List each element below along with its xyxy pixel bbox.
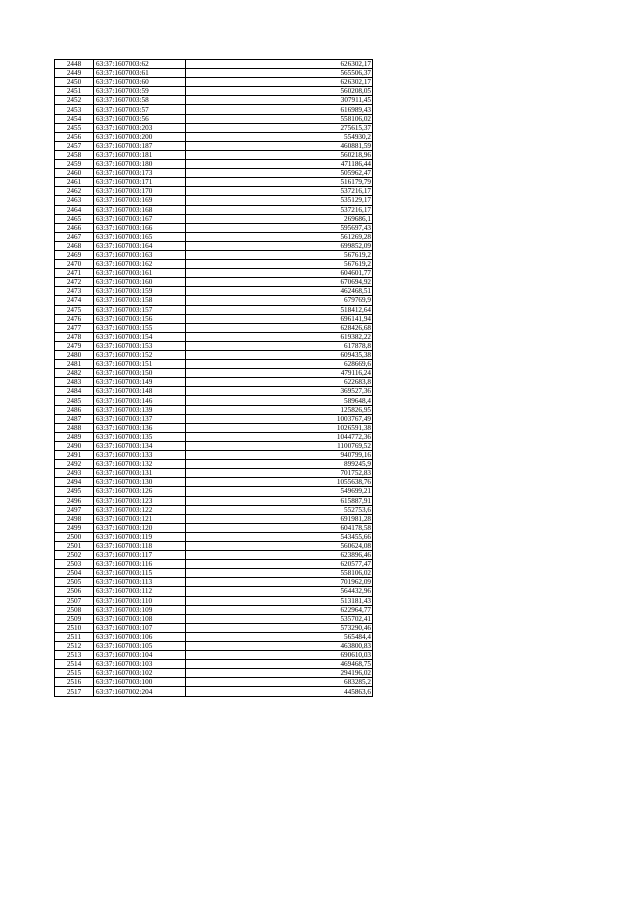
cadastral-value-cell: 899245,9 <box>186 460 373 469</box>
row-number-cell: 2478 <box>55 332 94 341</box>
cadastral-value-cell: 269686,1 <box>186 214 373 223</box>
table-row <box>55 369 373 378</box>
table-row <box>55 623 373 632</box>
row-number-cell: 2454 <box>55 114 94 123</box>
table-row <box>55 596 373 605</box>
cadastral-value-cell: 1044772,36 <box>186 432 373 441</box>
table-row <box>55 214 373 223</box>
cadastral-value-cell: 560218,96 <box>186 150 373 159</box>
row-number-cell: 2487 <box>55 414 94 423</box>
table-row <box>55 505 373 514</box>
cadastral-value-cell: 701962,09 <box>186 578 373 587</box>
cadastral-number-cell: 63:37:1607003:59 <box>94 87 186 96</box>
table-row <box>55 141 373 150</box>
cadastral-number-cell: 63:37:1607003:100 <box>94 678 186 687</box>
table-row <box>55 114 373 123</box>
row-number-cell: 2514 <box>55 660 94 669</box>
row-number-cell: 2505 <box>55 578 94 587</box>
cadastral-value-cell: 691981,28 <box>186 514 373 523</box>
cadastral-number-cell: 63:37:1607003:105 <box>94 642 186 651</box>
row-number-cell: 2510 <box>55 623 94 632</box>
cadastral-value-cell: 615887,91 <box>186 496 373 505</box>
row-number-cell: 2471 <box>55 269 94 278</box>
row-number-cell: 2504 <box>55 569 94 578</box>
row-number-cell: 2451 <box>55 87 94 96</box>
cadastral-number-cell: 63:37:1607003:163 <box>94 250 186 259</box>
table-row <box>55 605 373 614</box>
table-row <box>55 632 373 641</box>
cadastral-value-cell: 622964,77 <box>186 605 373 614</box>
table-row <box>55 178 373 187</box>
table-row <box>55 578 373 587</box>
row-number-cell: 2481 <box>55 360 94 369</box>
cadastral-value-cell: 564432,96 <box>186 587 373 596</box>
table-row <box>55 132 373 141</box>
row-number-cell: 2495 <box>55 487 94 496</box>
row-number-cell: 2491 <box>55 451 94 460</box>
cadastral-value-cell: 469468,75 <box>186 660 373 669</box>
table-row <box>55 432 373 441</box>
table-row <box>55 669 373 678</box>
cadastral-number-cell: 63:37:1607003:136 <box>94 423 186 432</box>
row-number-cell: 2455 <box>55 123 94 132</box>
table-row <box>55 105 373 114</box>
row-number-cell: 2449 <box>55 69 94 78</box>
cadastral-number-cell: 63:37:1607003:130 <box>94 478 186 487</box>
cadastral-number-cell: 63:37:1607003:161 <box>94 269 186 278</box>
cadastral-value-cell: 369527,36 <box>186 387 373 396</box>
row-number-cell: 2450 <box>55 78 94 87</box>
row-number-cell: 2472 <box>55 278 94 287</box>
cadastral-value-cell: 479116,24 <box>186 369 373 378</box>
row-number-cell: 2492 <box>55 460 94 469</box>
cadastral-value-cell: 616989,43 <box>186 105 373 114</box>
table-row <box>55 169 373 178</box>
row-number-cell: 2494 <box>55 478 94 487</box>
table-row <box>55 678 373 687</box>
row-number-cell: 2462 <box>55 187 94 196</box>
cadastral-number-cell: 63:37:1607003:160 <box>94 278 186 287</box>
cadastral-value-cell: 626302,17 <box>186 78 373 87</box>
cadastral-number-cell: 63:37:1607002:204 <box>94 687 186 696</box>
cadastral-value-cell: 679769,9 <box>186 296 373 305</box>
cadastral-value-cell: 683285,2 <box>186 678 373 687</box>
cadastral-number-cell: 63:37:1607003:104 <box>94 651 186 660</box>
row-number-cell: 2475 <box>55 305 94 314</box>
cadastral-number-cell: 63:37:1607003:119 <box>94 532 186 541</box>
cadastral-number-cell: 63:37:1607003:103 <box>94 660 186 669</box>
cadastral-number-cell: 63:37:1607003:106 <box>94 632 186 641</box>
cadastral-number-cell: 63:37:1607003:154 <box>94 332 186 341</box>
cadastral-value-cell: 518412,64 <box>186 305 373 314</box>
cadastral-value-cell: 617878,8 <box>186 341 373 350</box>
cadastral-number-cell: 63:37:1607003:203 <box>94 123 186 132</box>
table-row <box>55 287 373 296</box>
table-row <box>55 232 373 241</box>
row-number-cell: 2476 <box>55 314 94 323</box>
cadastral-number-cell: 63:37:1607003:149 <box>94 378 186 387</box>
cadastral-number-cell: 63:37:1607003:56 <box>94 114 186 123</box>
row-number-cell: 2474 <box>55 296 94 305</box>
cadastral-number-cell: 63:37:1607003:166 <box>94 223 186 232</box>
table-row <box>55 387 373 396</box>
cadastral-number-cell: 63:37:1607003:152 <box>94 351 186 360</box>
cadastral-value-table <box>54 59 373 697</box>
row-number-cell: 2461 <box>55 178 94 187</box>
cadastral-value-cell: 690610,03 <box>186 651 373 660</box>
row-number-cell: 2500 <box>55 532 94 541</box>
cadastral-number-cell: 63:37:1607003:158 <box>94 296 186 305</box>
table-row <box>55 160 373 169</box>
cadastral-number-cell: 63:37:1607003:113 <box>94 578 186 587</box>
cadastral-value-cell: 561269,28 <box>186 232 373 241</box>
row-number-cell: 2459 <box>55 160 94 169</box>
row-number-cell: 2458 <box>55 150 94 159</box>
table-row <box>55 569 373 578</box>
table-row <box>55 296 373 305</box>
table-row <box>55 451 373 460</box>
cadastral-value-cell: 537216,17 <box>186 205 373 214</box>
table-row <box>55 642 373 651</box>
row-number-cell: 2512 <box>55 642 94 651</box>
cadastral-value-cell: 1100769,52 <box>186 441 373 450</box>
cadastral-number-cell: 63:37:1607003:148 <box>94 387 186 396</box>
row-number-cell: 2452 <box>55 96 94 105</box>
table-row <box>55 660 373 669</box>
row-number-cell: 2470 <box>55 260 94 269</box>
cadastral-number-cell: 63:37:1607003:58 <box>94 96 186 105</box>
cadastral-number-cell: 63:37:1607003:122 <box>94 505 186 514</box>
table-row <box>55 341 373 350</box>
cadastral-value-cell: 573290,46 <box>186 623 373 632</box>
table-row <box>55 405 373 414</box>
cadastral-number-cell: 63:37:1607003:61 <box>94 69 186 78</box>
cadastral-value-cell: 565506,37 <box>186 69 373 78</box>
row-number-cell: 2456 <box>55 132 94 141</box>
table-row <box>55 396 373 405</box>
table-row <box>55 560 373 569</box>
cadastral-value-cell: 535129,17 <box>186 196 373 205</box>
cadastral-value-cell: 560624,08 <box>186 541 373 550</box>
cadastral-value-cell: 1026591,38 <box>186 423 373 432</box>
cadastral-number-cell: 63:37:1607003:110 <box>94 596 186 605</box>
table-row <box>55 123 373 132</box>
table-row <box>55 487 373 496</box>
row-number-cell: 2490 <box>55 441 94 450</box>
cadastral-value-cell: 460881,59 <box>186 141 373 150</box>
cadastral-number-cell: 63:37:1607003:200 <box>94 132 186 141</box>
row-number-cell: 2509 <box>55 614 94 623</box>
row-number-cell: 2467 <box>55 232 94 241</box>
cadastral-value-cell: 560208,05 <box>186 87 373 96</box>
cadastral-value-cell: 513181,43 <box>186 596 373 605</box>
table-row <box>55 150 373 159</box>
cadastral-number-cell: 63:37:1607003:112 <box>94 587 186 596</box>
table-row <box>55 78 373 87</box>
row-number-cell: 2468 <box>55 241 94 250</box>
cadastral-value-cell: 537216,17 <box>186 187 373 196</box>
table-row <box>55 614 373 623</box>
cadastral-number-cell: 63:37:1607003:181 <box>94 150 186 159</box>
row-number-cell: 2448 <box>55 60 94 69</box>
cadastral-number-cell: 63:37:1607003:171 <box>94 178 186 187</box>
cadastral-number-cell: 63:37:1607003:168 <box>94 205 186 214</box>
cadastral-value-cell: 535702,41 <box>186 614 373 623</box>
cadastral-value-cell: 543455,66 <box>186 532 373 541</box>
table-row <box>55 314 373 323</box>
row-number-cell: 2466 <box>55 223 94 232</box>
cadastral-number-cell: 63:37:1607003:135 <box>94 432 186 441</box>
table-row <box>55 69 373 78</box>
table-row <box>55 87 373 96</box>
table-row <box>55 187 373 196</box>
table-row <box>55 323 373 332</box>
table-row <box>55 523 373 532</box>
row-number-cell: 2508 <box>55 605 94 614</box>
cadastral-number-cell: 63:37:1607003:173 <box>94 169 186 178</box>
row-number-cell: 2480 <box>55 351 94 360</box>
table-row <box>55 305 373 314</box>
row-number-cell: 2507 <box>55 596 94 605</box>
cadastral-number-cell: 63:37:1607003:102 <box>94 669 186 678</box>
table-row <box>55 541 373 550</box>
cadastral-number-cell: 63:37:1607003:150 <box>94 369 186 378</box>
row-number-cell: 2486 <box>55 405 94 414</box>
cadastral-value-cell: 294196,02 <box>186 669 373 678</box>
row-number-cell: 2483 <box>55 378 94 387</box>
cadastral-value-cell: 554930,2 <box>186 132 373 141</box>
cadastral-number-cell: 63:37:1607003:159 <box>94 287 186 296</box>
cadastral-number-cell: 63:37:1607003:60 <box>94 78 186 87</box>
row-number-cell: 2498 <box>55 514 94 523</box>
cadastral-value-cell: 462468,51 <box>186 287 373 296</box>
row-number-cell: 2513 <box>55 651 94 660</box>
table-row <box>55 651 373 660</box>
cadastral-number-cell: 63:37:1607003:165 <box>94 232 186 241</box>
row-number-cell: 2517 <box>55 687 94 696</box>
cadastral-value-cell: 699852,09 <box>186 241 373 250</box>
cadastral-value-cell: 626302,17 <box>186 60 373 69</box>
cadastral-value-cell: 558106,02 <box>186 569 373 578</box>
cadastral-value-cell: 558106,02 <box>186 114 373 123</box>
cadastral-value-cell: 567619,2 <box>186 260 373 269</box>
cadastral-number-cell: 63:37:1607003:107 <box>94 623 186 632</box>
row-number-cell: 2489 <box>55 432 94 441</box>
cadastral-value-cell: 622683,8 <box>186 378 373 387</box>
cadastral-value-cell: 940799,16 <box>186 451 373 460</box>
cadastral-number-cell: 63:37:1607003:118 <box>94 541 186 550</box>
cadastral-value-cell: 589648,4 <box>186 396 373 405</box>
table-row <box>55 351 373 360</box>
cadastral-value-cell: 628426,68 <box>186 323 373 332</box>
row-number-cell: 2496 <box>55 496 94 505</box>
cadastral-value-cell: 701752,83 <box>186 469 373 478</box>
row-number-cell: 2502 <box>55 551 94 560</box>
table-row <box>55 514 373 523</box>
cadastral-value-cell: 696141,94 <box>186 314 373 323</box>
cadastral-number-cell: 63:37:1607003:131 <box>94 469 186 478</box>
table-row <box>55 414 373 423</box>
row-number-cell: 2493 <box>55 469 94 478</box>
cadastral-number-cell: 63:37:1607003:170 <box>94 187 186 196</box>
cadastral-number-cell: 63:37:1607003:120 <box>94 523 186 532</box>
row-number-cell: 2485 <box>55 396 94 405</box>
cadastral-number-cell: 63:37:1607003:137 <box>94 414 186 423</box>
cadastral-value-cell: 552753,6 <box>186 505 373 514</box>
cadastral-number-cell: 63:37:1607003:187 <box>94 141 186 150</box>
table-row <box>55 551 373 560</box>
cadastral-number-cell: 63:37:1607003:153 <box>94 341 186 350</box>
row-number-cell: 2501 <box>55 541 94 550</box>
table-row <box>55 96 373 105</box>
row-number-cell: 2464 <box>55 205 94 214</box>
cadastral-value-cell: 516179,79 <box>186 178 373 187</box>
row-number-cell: 2465 <box>55 214 94 223</box>
row-number-cell: 2516 <box>55 678 94 687</box>
cadastral-number-cell: 63:37:1607003:156 <box>94 314 186 323</box>
table-row <box>55 360 373 369</box>
table-row <box>55 378 373 387</box>
cadastral-value-cell: 609435,38 <box>186 351 373 360</box>
table-row <box>55 441 373 450</box>
row-number-cell: 2463 <box>55 196 94 205</box>
row-number-cell: 2499 <box>55 523 94 532</box>
cadastral-value-cell: 463800,83 <box>186 642 373 651</box>
cadastral-value-cell: 670694,92 <box>186 278 373 287</box>
cadastral-number-cell: 63:37:1607003:180 <box>94 160 186 169</box>
table-row <box>55 250 373 259</box>
cadastral-number-cell: 63:37:1607003:132 <box>94 460 186 469</box>
table-row <box>55 269 373 278</box>
cadastral-value-cell: 595697,43 <box>186 223 373 232</box>
table-row <box>55 587 373 596</box>
table-row <box>55 196 373 205</box>
cadastral-number-cell: 63:37:1607003:134 <box>94 441 186 450</box>
table-row <box>55 223 373 232</box>
cadastral-number-cell: 63:37:1607003:167 <box>94 214 186 223</box>
cadastral-number-cell: 63:37:1607003:126 <box>94 487 186 496</box>
row-number-cell: 2506 <box>55 587 94 596</box>
table-row <box>55 532 373 541</box>
row-number-cell: 2460 <box>55 169 94 178</box>
cadastral-value-cell: 505962,47 <box>186 169 373 178</box>
cadastral-value-cell: 307911,45 <box>186 96 373 105</box>
cadastral-number-cell: 63:37:1607003:151 <box>94 360 186 369</box>
cadastral-value-cell: 445863,6 <box>186 687 373 696</box>
row-number-cell: 2473 <box>55 287 94 296</box>
cadastral-number-cell: 63:37:1607003:115 <box>94 569 186 578</box>
cadastral-value-cell: 565484,4 <box>186 632 373 641</box>
cadastral-number-cell: 63:37:1607003:157 <box>94 305 186 314</box>
cadastral-number-cell: 63:37:1607003:123 <box>94 496 186 505</box>
cadastral-value-cell: 604178,58 <box>186 523 373 532</box>
table-row <box>55 460 373 469</box>
table-row <box>55 478 373 487</box>
table-row <box>55 496 373 505</box>
cadastral-value-cell: 1055638,76 <box>186 478 373 487</box>
table-row <box>55 423 373 432</box>
cadastral-number-cell: 63:37:1607003:155 <box>94 323 186 332</box>
cadastral-number-cell: 63:37:1607003:117 <box>94 551 186 560</box>
cadastral-number-cell: 63:37:1607003:139 <box>94 405 186 414</box>
table-body <box>55 60 373 697</box>
row-number-cell: 2497 <box>55 505 94 514</box>
table-row <box>55 332 373 341</box>
table-row <box>55 60 373 69</box>
cadastral-number-cell: 63:37:1607003:162 <box>94 260 186 269</box>
row-number-cell: 2503 <box>55 560 94 569</box>
cadastral-value-cell: 1003767,49 <box>186 414 373 423</box>
row-number-cell: 2515 <box>55 669 94 678</box>
cadastral-value-cell: 620577,47 <box>186 560 373 569</box>
cadastral-value-cell: 471186,44 <box>186 160 373 169</box>
cadastral-number-cell: 63:37:1607003:146 <box>94 396 186 405</box>
cadastral-number-cell: 63:37:1607003:109 <box>94 605 186 614</box>
cadastral-number-cell: 63:37:1607003:133 <box>94 451 186 460</box>
cadastral-value-cell: 604601,77 <box>186 269 373 278</box>
cadastral-number-cell: 63:37:1607003:169 <box>94 196 186 205</box>
row-number-cell: 2482 <box>55 369 94 378</box>
table-row <box>55 687 373 696</box>
table-row <box>55 278 373 287</box>
cadastral-value-cell: 623896,46 <box>186 551 373 560</box>
cadastral-number-cell: 63:37:1607003:108 <box>94 614 186 623</box>
cadastral-value-cell: 567619,2 <box>186 250 373 259</box>
row-number-cell: 2477 <box>55 323 94 332</box>
cadastral-value-cell: 549699,21 <box>186 487 373 496</box>
row-number-cell: 2479 <box>55 341 94 350</box>
cadastral-value-cell: 619382,22 <box>186 332 373 341</box>
table-row <box>55 205 373 214</box>
row-number-cell: 2469 <box>55 250 94 259</box>
row-number-cell: 2453 <box>55 105 94 114</box>
row-number-cell: 2511 <box>55 632 94 641</box>
cadastral-value-cell: 125826,95 <box>186 405 373 414</box>
cadastral-number-cell: 63:37:1607003:116 <box>94 560 186 569</box>
cadastral-number-cell: 63:37:1607003:121 <box>94 514 186 523</box>
cadastral-value-cell: 628669,6 <box>186 360 373 369</box>
table-row <box>55 260 373 269</box>
cadastral-number-cell: 63:37:1607003:164 <box>94 241 186 250</box>
row-number-cell: 2484 <box>55 387 94 396</box>
cadastral-number-cell: 63:37:1607003:62 <box>94 60 186 69</box>
cadastral-value-cell: 275615,37 <box>186 123 373 132</box>
cadastral-number-cell: 63:37:1607003:57 <box>94 105 186 114</box>
row-number-cell: 2488 <box>55 423 94 432</box>
table-row <box>55 469 373 478</box>
row-number-cell: 2457 <box>55 141 94 150</box>
table-row <box>55 241 373 250</box>
